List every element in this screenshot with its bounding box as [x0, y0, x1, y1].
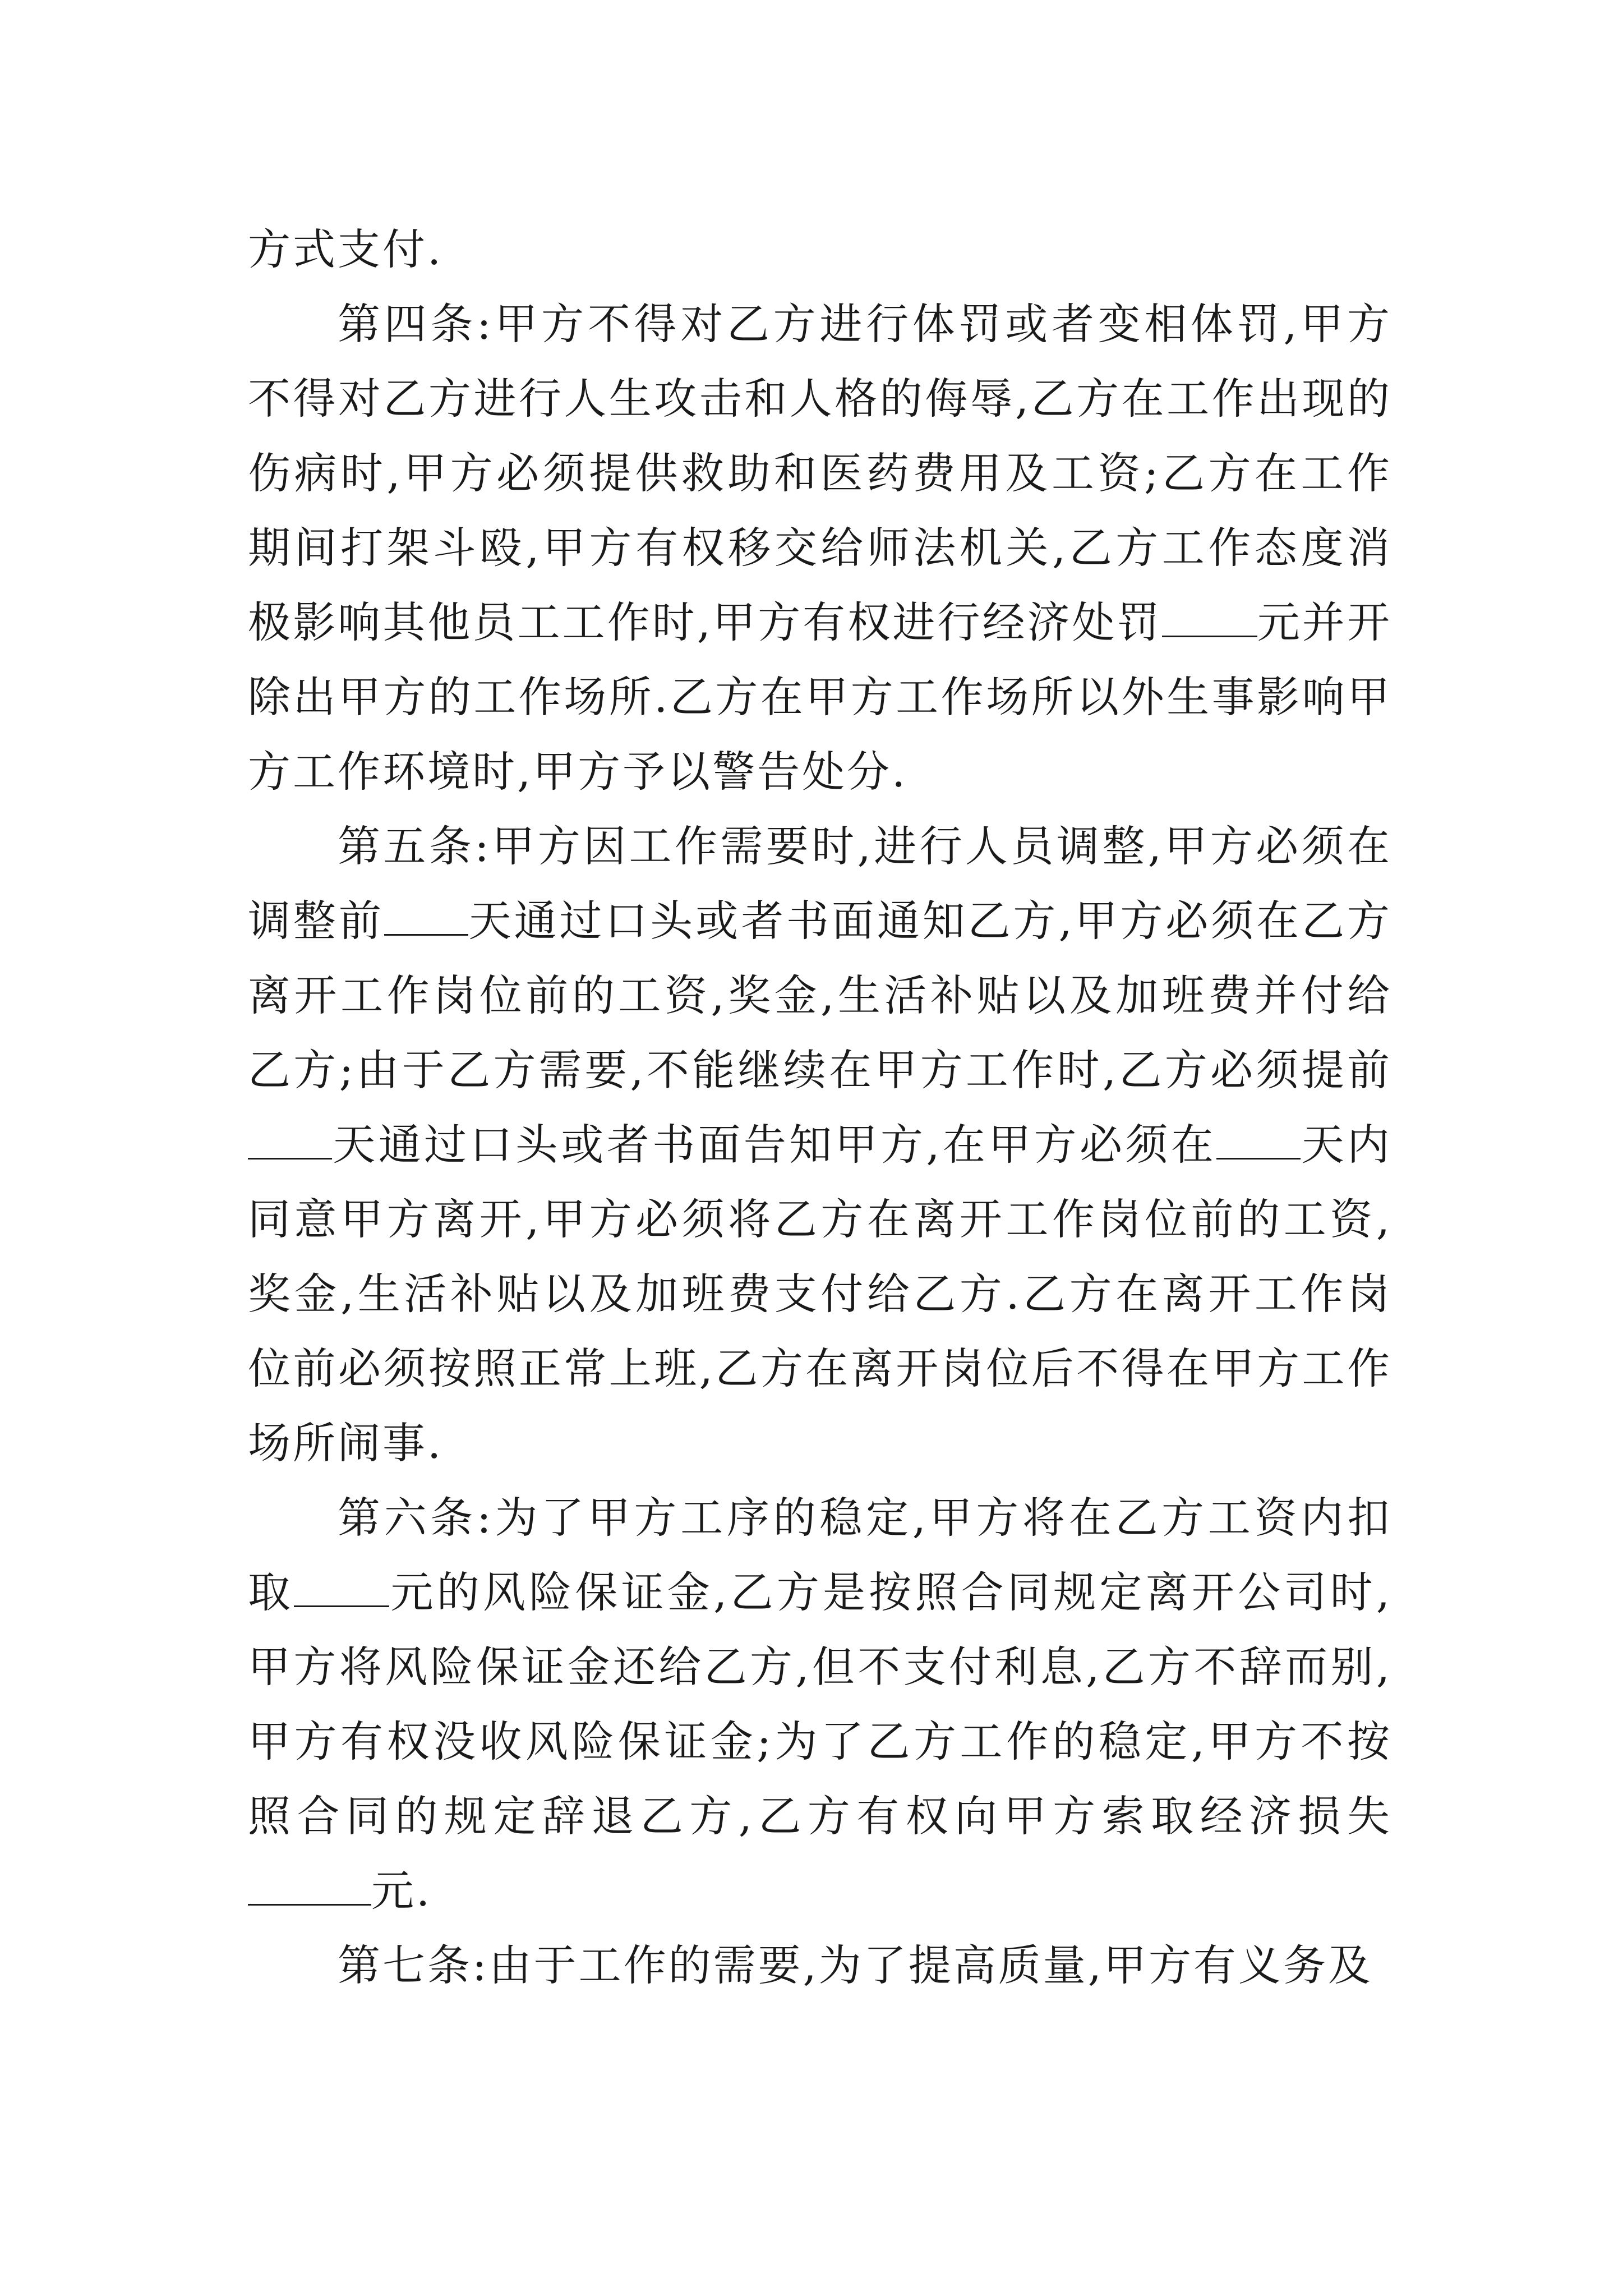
- article-4: [248, 287, 1392, 809]
- article-4-text-1: 第四条:甲方不得对乙方进行体罚或者变相体罚,甲方不得对乙方进行人生攻击和人格的侮辱,乙方在工作出现的伤病时,甲方必须提供救助和医药费用及工资;乙方在工作期间打架斗殴,甲方有权移交给师法机关,乙方工作态度消极影响其他员工工作时,甲方有权进行经济处罚: [248, 299, 1392, 647]
- article-5-text-1: 第五条:甲方因工作需要时,进行人员调整,甲方必须在调整前: [248, 821, 1392, 946]
- article-6: [248, 1480, 1392, 1928]
- paragraph-continuation: [248, 212, 1392, 287]
- article-5-text-4: 天内同意甲方离开,甲方必须将乙方在离开工作岗位前的工资,奖金,生活补贴以及加班费支付给乙方.乙方在离开工作岗位前必须按照正常上班,乙方在离开岗位后不得在甲方工作场所闹事.: [248, 1120, 1392, 1468]
- fine-amount-blank: [1162, 596, 1257, 637]
- paragraph-text: 方式支付.: [248, 224, 444, 274]
- article-7: [248, 1928, 1392, 2003]
- article-7-text: 第七条:由于工作的需要,为了提高质量,甲方有义务及: [338, 1940, 1373, 1990]
- article-5: [248, 809, 1392, 1480]
- article-5-text-3: 天通过口头或者书面告知甲方,在甲方必须在: [332, 1120, 1217, 1170]
- contract-text: [248, 212, 1392, 2003]
- deposit-amount-blank: [294, 1566, 389, 1607]
- notice-days-blank: [384, 895, 468, 936]
- article-6-text-3: 元.: [371, 1866, 432, 1916]
- compensation-amount-blank: [248, 1865, 371, 1906]
- article-6-text-1: 第六条:为了甲方工序的稳定,甲方将在乙方工资内扣取: [248, 1493, 1392, 1617]
- approval-days-blank: [1216, 1119, 1301, 1159]
- article-6-text-2: 元的风险保证金,乙方是按照合同规定离开公司时,甲方将风险保证金还给乙方,但不支付利息,乙方不辞而别,甲方有权没收风险保证金;为了乙方工作的稳定,甲方不按照合同的规定辞退乙方,乙方有权向甲方索取经济损失: [248, 1567, 1393, 1841]
- article-4-text-2: 元并开除出甲方的工作场所.乙方在甲方工作场所以外生事影响甲方工作环境时,甲方予以警告处分.: [248, 597, 1392, 797]
- resignation-notice-days-blank: [248, 1119, 332, 1159]
- article-5-text-2: 天通过口头或者书面通知乙方,甲方必须在乙方离开工作岗位前的工资,奖金,生活补贴以及加班费并付给乙方;由于乙方需要,不能继续在甲方工作时,乙方必须提前: [248, 896, 1392, 1095]
